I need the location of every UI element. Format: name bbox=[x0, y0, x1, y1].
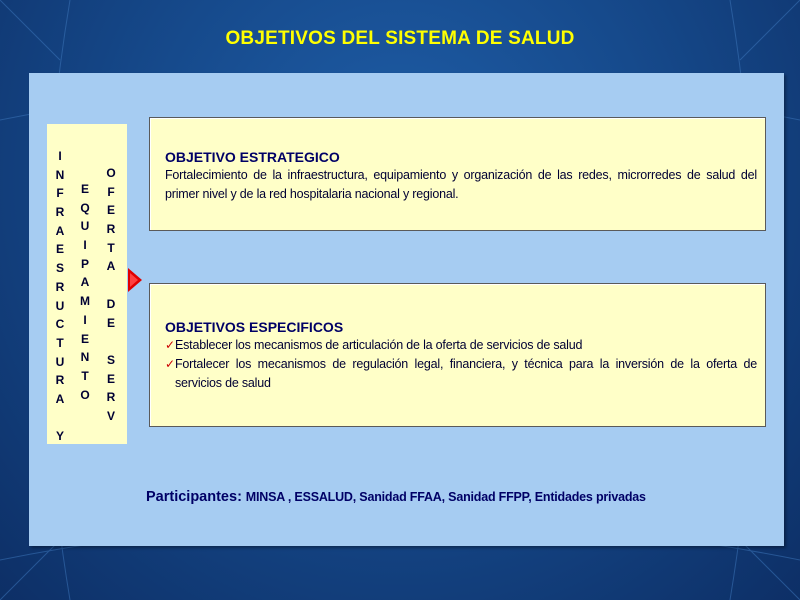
vertical-letter: N bbox=[80, 350, 90, 365]
vertical-letter: V bbox=[106, 408, 115, 423]
vertical-letter: N bbox=[55, 167, 65, 182]
list-item-text: Fortalecer los mecanismos de regulación legal, financiera, y técnica para la inversión de la oferta de servicios de salud bbox=[175, 357, 757, 390]
objetivo-estrategico-box bbox=[149, 117, 766, 231]
vertical-letter: O bbox=[106, 166, 116, 180]
vertical-label-oferta-de-serv bbox=[105, 164, 117, 426]
objetivo-estrategico-text: Fortalecimiento de la infraestructura, equipamiento y organización de las redes, microrredes de salud del primer nivel y de la red hospitalaria nacional y regional. bbox=[165, 168, 757, 201]
objetivos-especificos-title: OBJETIVOS ESPECIFICOS bbox=[165, 319, 344, 335]
vertical-letter: S bbox=[106, 352, 115, 367]
vertical-letter: O bbox=[80, 387, 90, 402]
list-item bbox=[165, 355, 757, 393]
vertical-letter: R bbox=[55, 205, 65, 220]
vertical-letter: D bbox=[106, 296, 116, 311]
vertical-letter: T bbox=[56, 335, 64, 350]
objetivo-estrategico-title: OBJETIVO ESTRATEGICO bbox=[165, 149, 340, 165]
objetivos-especificos-box bbox=[149, 283, 766, 427]
vertical-letter: Y bbox=[55, 429, 64, 444]
participants-label: Participantes: bbox=[146, 489, 242, 505]
participants-value: MINSA , ESSALUD, Sanidad FFAA, Sanidad FFPP, Entidades privadas bbox=[245, 490, 646, 504]
vertical-letter: I bbox=[58, 149, 62, 163]
checkmark-icon: ✓ bbox=[165, 338, 175, 352]
vertical-letter: U bbox=[55, 354, 65, 369]
vertical-letter: E bbox=[106, 203, 115, 218]
vertical-letter bbox=[54, 409, 66, 428]
vertical-letter: A bbox=[55, 391, 65, 406]
vertical-letter: T bbox=[81, 368, 89, 383]
vertical-letter: R bbox=[106, 222, 116, 237]
vertical-letter bbox=[105, 276, 117, 295]
participants-line bbox=[146, 488, 746, 505]
vertical-letter: I bbox=[83, 312, 87, 327]
vertical-letter: R bbox=[55, 373, 65, 388]
list-item bbox=[165, 336, 757, 355]
vertical-letter: S bbox=[55, 261, 64, 276]
red-arrow-highlight bbox=[130, 273, 138, 287]
vertical-letter: P bbox=[80, 256, 89, 271]
vertical-letter: E bbox=[80, 182, 89, 196]
list-item-text: Establecer los mecanismos de articulación de la oferta de servicios de salud bbox=[175, 338, 583, 352]
vertical-letter: A bbox=[80, 275, 90, 290]
vertical-letter: F bbox=[107, 184, 115, 199]
vertical-letter: A bbox=[106, 259, 116, 274]
vertical-letter: R bbox=[55, 279, 65, 294]
vertical-letter: E bbox=[106, 315, 115, 330]
vertical-letter: C bbox=[55, 317, 65, 332]
vertical-letter: Q bbox=[80, 200, 90, 215]
vertical-letter bbox=[105, 332, 117, 351]
vertical-letter: R bbox=[106, 390, 116, 405]
vertical-letter: U bbox=[55, 298, 65, 313]
vertical-letter: M bbox=[80, 294, 90, 309]
vertical-letter: F bbox=[56, 186, 64, 201]
vertical-letter: E bbox=[106, 371, 115, 386]
vertical-letter: I bbox=[83, 238, 87, 253]
checkmark-icon: ✓ bbox=[165, 357, 175, 371]
vertical-label-infraestructura bbox=[54, 147, 66, 446]
slide-title: OBJETIVOS DEL SISTEMA DE SALUD bbox=[225, 28, 575, 49]
vertical-letter: E bbox=[80, 331, 89, 346]
vertical-letter: U bbox=[80, 219, 90, 234]
vertical-letter: A bbox=[55, 223, 65, 238]
vertical-label-equipamiento bbox=[79, 180, 91, 404]
vertical-labels-strip bbox=[47, 124, 127, 444]
vertical-letter: E bbox=[55, 242, 64, 257]
vertical-letter: T bbox=[107, 240, 115, 255]
